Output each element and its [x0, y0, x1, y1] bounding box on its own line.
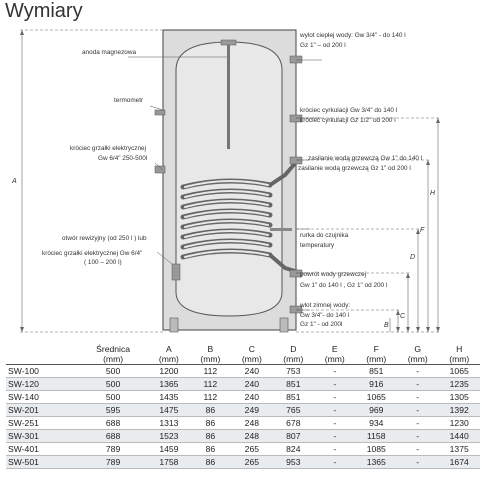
table-row [6, 443, 480, 456]
table-cell: - [397, 365, 438, 378]
table-cell: 1375 [438, 443, 480, 456]
label-powrot-1: powrót wody grzewczej [300, 271, 367, 278]
table-cell: 500 [78, 365, 148, 378]
table-cell: - [314, 365, 355, 378]
table-cell: 851 [273, 378, 314, 391]
table-cell: - [397, 417, 438, 430]
label-powrot-2: Gw 1" do 140 l , Gz 1" od 200 l [300, 282, 388, 289]
table-cell: 500 [78, 378, 148, 391]
table-cell: - [397, 378, 438, 391]
table-cell: 1392 [438, 404, 480, 417]
table-cell: 1085 [356, 443, 397, 456]
header-cell: C (mm) [231, 342, 272, 365]
table-cell: 753 [273, 365, 314, 378]
header-cell: G (mm) [397, 342, 438, 365]
table-cell: 240 [231, 365, 272, 378]
table-row [6, 378, 480, 391]
table-cell: - [314, 456, 355, 469]
dim-f-label: F [420, 227, 425, 234]
table-cell: 824 [273, 443, 314, 456]
label-grzalka-2: Gw 6/4" 250-500l [98, 155, 148, 162]
label-rurka-2: temperatury [300, 242, 335, 249]
dim-c-label: C [400, 313, 406, 320]
table-cell: SW-120 [6, 378, 78, 391]
table-cell: - [397, 404, 438, 417]
table-cell: SW-301 [6, 430, 78, 443]
table-cell: 595 [78, 404, 148, 417]
dim-d-label: D [410, 254, 416, 261]
dimensions-table [6, 342, 480, 469]
table-cell: SW-201 [6, 404, 78, 417]
table-cell: SW-251 [6, 417, 78, 430]
table-cell: 807 [273, 430, 314, 443]
table-cell: 1230 [438, 417, 480, 430]
table-cell: - [314, 430, 355, 443]
table-cell: 1065 [438, 365, 480, 378]
dim-h-label: H [430, 190, 436, 197]
label-wylot-2: Gz 1" – od 200 l [300, 42, 346, 49]
dim-a-label: A [12, 178, 17, 185]
header-cell: B (mm) [190, 342, 231, 365]
header-cell: A (mm) [148, 342, 189, 365]
table-row [6, 456, 480, 469]
label-grzalka-1: króciec grzałki elektrycznej [70, 145, 147, 152]
table-cell: 969 [356, 404, 397, 417]
label-zimna-1: wlot zimnej wody: [300, 302, 351, 309]
table-cell: - [314, 443, 355, 456]
table-cell: 1065 [356, 391, 397, 404]
table-cell: 1365 [148, 378, 189, 391]
table-cell: 500 [78, 391, 148, 404]
table-header-row [6, 342, 480, 365]
table-cell: 86 [190, 430, 231, 443]
table-cell: 1200 [148, 365, 189, 378]
header-cell: D (mm) [273, 342, 314, 365]
table-cell: 916 [356, 378, 397, 391]
table-cell: 851 [273, 391, 314, 404]
table-cell: 934 [356, 417, 397, 430]
header-cell [6, 342, 78, 365]
table-cell: 953 [273, 456, 314, 469]
table-row [6, 365, 480, 378]
table-cell: - [314, 417, 355, 430]
table-cell: - [314, 404, 355, 417]
label-zimna-2: Gw 3/4"- do 140 l [300, 312, 350, 319]
table-cell: 112 [190, 378, 231, 391]
table-cell: 1475 [148, 404, 189, 417]
table-cell: 688 [78, 430, 148, 443]
table-cell: 248 [231, 417, 272, 430]
table-cell: 1440 [438, 430, 480, 443]
table-cell: 1435 [148, 391, 189, 404]
table-cell: 1674 [438, 456, 480, 469]
table-cell: 248 [231, 430, 272, 443]
table-cell: 678 [273, 417, 314, 430]
header-cell: F (mm) [356, 342, 397, 365]
table-cell: 112 [190, 391, 231, 404]
anode-head [221, 40, 236, 45]
header-cell: E (mm) [314, 342, 355, 365]
table-cell: 1758 [148, 456, 189, 469]
label-rurka-1: rurka do czujnika [300, 232, 349, 239]
table-cell: - [397, 430, 438, 443]
boiler-foot-right [280, 318, 288, 332]
table-cell: SW-140 [6, 391, 78, 404]
table-cell: 112 [190, 365, 231, 378]
header-cell: Średnica (mm) [78, 342, 148, 365]
header-cell: H (mm) [438, 342, 480, 365]
boiler-foot-left [170, 318, 178, 332]
table-cell: - [397, 391, 438, 404]
table-row [6, 417, 480, 430]
table-cell: 1523 [148, 430, 189, 443]
table-cell: - [397, 443, 438, 456]
label-wylot-1: wylot ciepłej wody: Gw 3/4" - do 140 l [300, 32, 406, 39]
table-cell: 86 [190, 443, 231, 456]
table-cell: 765 [273, 404, 314, 417]
table-row [6, 430, 480, 443]
table-cell: - [314, 391, 355, 404]
label-cyrk-2: króciec cyrkulacji Gz 1/2" od 200 l [300, 117, 396, 124]
table-cell: 249 [231, 404, 272, 417]
table-cell: 851 [356, 365, 397, 378]
table-cell: 86 [190, 404, 231, 417]
label-zasil-1: zasilanie wodą grzewczą Gw 1" do 140 l [308, 155, 423, 162]
table-cell: SW-401 [6, 443, 78, 456]
table-cell: 1158 [356, 430, 397, 443]
label-otwor-1: otwór rewizyjny (od 250 l ) lub [62, 235, 147, 242]
label-termometr: termometr [114, 97, 144, 104]
table-cell: 1235 [438, 378, 480, 391]
table-cell: 86 [190, 456, 231, 469]
label-otwor-2: króciec grzałki elektrycznej Gw 6/4" [42, 250, 143, 257]
label-cyrk-1: króciec cyrkulacji Gw 3/4" do 140 l [300, 107, 398, 114]
anode-rod [227, 44, 230, 149]
dim-b-label: B [384, 322, 389, 329]
sensor-tube [270, 228, 292, 231]
table-cell: 1365 [356, 456, 397, 469]
table-cell: 1313 [148, 417, 189, 430]
table-cell: 265 [231, 443, 272, 456]
table-cell: 1459 [148, 443, 189, 456]
table-row [6, 391, 480, 404]
table-cell: 86 [190, 417, 231, 430]
table-cell: SW-501 [6, 456, 78, 469]
table-cell: 688 [78, 417, 148, 430]
table-cell: 240 [231, 391, 272, 404]
label-anoda: anoda magnezowa [82, 49, 137, 56]
table-cell: 1305 [438, 391, 480, 404]
table-cell: 265 [231, 456, 272, 469]
table-cell: - [314, 378, 355, 391]
table-cell: SW-100 [6, 365, 78, 378]
table-cell: 240 [231, 378, 272, 391]
table-cell: 789 [78, 443, 148, 456]
page-title: Wymiary [5, 0, 83, 22]
table-cell: - [397, 456, 438, 469]
table-row [6, 404, 480, 417]
label-otwor-3: ( 100 – 200 l) [84, 259, 122, 266]
table-cell: 789 [78, 456, 148, 469]
label-zimna-3: Gz 1" - od 200l [300, 321, 343, 328]
label-zasil-2: zasilanie wodą grzewczą Gz 1" od 200 l [298, 165, 411, 172]
